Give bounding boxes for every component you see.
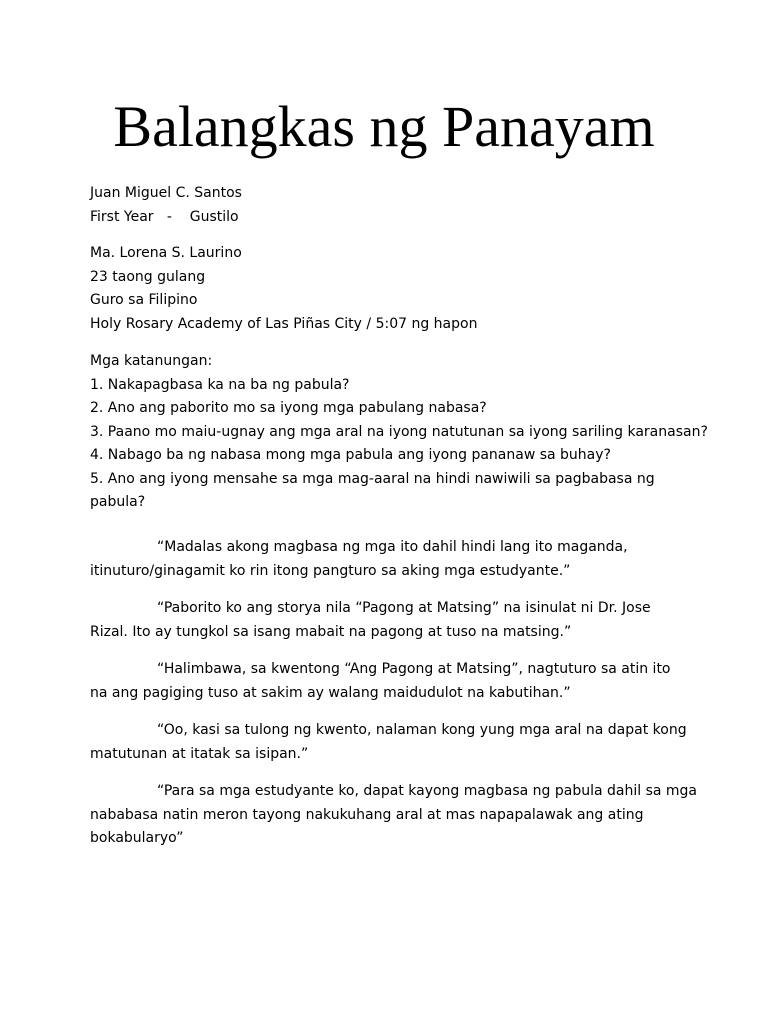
answer-line: matutunan at itatak sa isipan.” (90, 745, 309, 762)
author-info (90, 182, 690, 229)
answer-line: itinuturo/ginagamit ko rin itong pangturo sa aking mga estudyante.” (90, 562, 571, 579)
answer-paragraph (90, 780, 698, 851)
question-item-continuation: pabula? (90, 494, 146, 510)
question-item: 5. Ano ang iyong mensahe sa mga mag-aaral na hindi nawiwili sa pagbabasa ng (90, 470, 655, 487)
page-title: Balangkas ng Panayam (113, 94, 655, 159)
question-item: 2. Ano ang paborito mo sa iyong mga pabulang nabasa? (90, 400, 487, 416)
interviewee-age: 23 taong gulang (90, 268, 206, 285)
answer-line: bokabularyo” (90, 830, 184, 846)
answers-section (90, 536, 698, 865)
question-item: 4. Nabago ba ng nabasa mong mga pabula ang iyong pananaw sa buhay? (90, 447, 611, 463)
questions-list (90, 350, 708, 515)
answer-line: “Oo, kasi sa tulong ng kwento, nalaman kong yung mga aral na dapat kong (157, 722, 687, 738)
answer-paragraph (90, 719, 690, 766)
answer-line: “Paborito ko ang storya nila “Pagong at Matsing” na isinulat ni Dr. Jose (157, 600, 651, 616)
answer-paragraph (90, 536, 690, 583)
interviewee-place-time: Holy Rosary Academy of Las Piñas City / 5:07 ng hapon (90, 315, 478, 332)
author-section: First Year - Gustilo (90, 208, 239, 225)
answer-line: nababasa natin meron tayong nakukuhang aral at mas napapalawak ang ating (90, 806, 644, 823)
interviewee-position: Guro sa Filipino (90, 292, 198, 308)
author-name: Juan Miguel C. Santos (90, 185, 242, 201)
question-item: 3. Paano mo maiu-ugnay ang mga aral na iyong natutunan sa iyong sariling karanasan? (90, 423, 708, 440)
answer-line: na ang pagiging tuso at sakim ay walang maidudulot na kabutihan.” (90, 684, 571, 701)
answer-line: “Para sa mga estudyante ko, dapat kayong magbasa ng pabula dahil sa mga (157, 783, 698, 799)
interviewee-name: Ma. Lorena S. Laurino (90, 245, 242, 261)
questions-heading: Mga katanungan: (90, 353, 213, 369)
answer-paragraph (90, 658, 690, 705)
interviewee-info (90, 242, 690, 336)
answer-paragraph (90, 597, 690, 644)
question-item: 1. Nakapagbasa ka na ba ng pabula? (90, 376, 350, 393)
answer-line: Rizal. Ito ay tungkol sa isang mabait na pagong at tuso na matsing.” (90, 623, 572, 640)
answer-line: “Halimbawa, sa kwentong “Ang Pagong at Matsing”, nagtuturo sa atin ito (157, 661, 671, 677)
answer-line: “Madalas akong magbasa ng mga ito dahil hindi lang ito maganda, (157, 539, 628, 555)
